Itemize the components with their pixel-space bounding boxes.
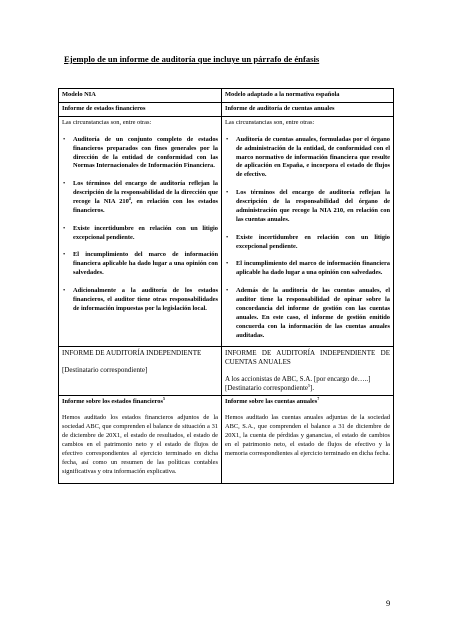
circumstances-intro-right: Las circunstancias son, entre otras:	[225, 118, 315, 126]
report-header-left	[59, 346, 222, 395]
recipient-left: [Destinatario correspondiente]	[62, 365, 148, 374]
bullet-icon: •	[63, 287, 66, 295]
report-title-right: INFORME DE AUDITORÍA INDEPENDIENTE DE CUENTAS ANUALES	[225, 348, 390, 366]
table-subheader-row	[59, 102, 394, 116]
list-item: • Además de la auditoría de las cuentas anuales, el auditor tiene la responsabilidad de opinar sobre la concordancia del informe de gestión con las cuentas anuales. En este caso, el informe de gestión emitido concuerda con la información de las cuentas anuales auditadas.	[226, 287, 390, 339]
section-heading-left: Informe sobre los estados financieros$^5$	[62, 395, 165, 405]
footnote-ref: 5	[308, 382, 310, 388]
bullet-icon: •	[63, 224, 66, 232]
bullet-icon: •	[226, 135, 229, 143]
subheader-left: Informe de estados financieros	[59, 102, 222, 116]
circumstances-right	[222, 116, 394, 346]
bullet-icon: •	[226, 189, 229, 197]
report-header-right	[222, 346, 394, 395]
report-title-left: INFORME DE AUDITORÍA INDEPENDIENTE	[62, 348, 202, 357]
section-heading-right: Informe sobre las cuentas anuales$^7$	[225, 395, 320, 405]
report-section-left	[59, 395, 222, 483]
report-section-row	[59, 395, 394, 483]
page-number: 9	[386, 598, 391, 608]
bullet-icon: •	[226, 260, 229, 268]
circumstances-list-left	[62, 136, 218, 314]
bullet-icon: •	[63, 251, 66, 259]
circumstances-list-right	[225, 136, 390, 341]
bullet-icon: •	[63, 135, 66, 143]
report-section-right	[222, 395, 394, 483]
list-item: • Los términos del encargo de auditoría reflejan la descripción de la responsabilidad del órgano de administración que recoge la NIA 210, en relación con las cuentas anuales.	[226, 189, 390, 223]
subheader-right: Informe de auditoría de cuentas anuales	[222, 102, 394, 116]
section-body-left: Hemos auditado los estados financieros adjuntos de la sociedad ABC, que comprenden el balance de situación a 31 de diciembre de 20X1, el estado de resultados, el estado de cambios en el patrimonio neto y el estado de flujos de efectivo correspondientes al ejercicio terminado en dicha fecha, así como un resumen de las políticas contables significativas y otra información explicativa.	[62, 414, 218, 475]
header-left: Modelo NIA	[59, 89, 222, 103]
footnote-ref: 5	[162, 395, 165, 401]
bullet-icon: •	[63, 180, 66, 188]
list-item: • El incumplimiento del marco de información financiera aplicable ha dado lugar a una opinión con salvedades.	[63, 251, 218, 277]
bullet-icon: •	[226, 233, 229, 241]
report-header-row	[59, 346, 394, 395]
section-body-right: Hemos auditado las cuentas anuales adjuntas de la sociedad ABC, S.A., que comprenden el balance a 31 de diciembre de 20X1, la cuenta de pérdidas y ganancias, el estado de cambios en el patrimonio neto, el estado de flujos de efectivo y la memoria correspondientes al ejercicio terminado en dicha fecha.	[225, 414, 391, 458]
comparison-table	[58, 88, 394, 484]
list-item: • El incumplimiento del marco de información financiera aplicable ha dado lugar a una opinión con salvedades.	[226, 260, 390, 277]
list-item: • Existe incertidumbre en relación con un litigio excepcional pendiente.	[63, 224, 218, 241]
footnote-ref: 4	[128, 196, 131, 202]
bullet-icon: •	[226, 287, 229, 295]
list-item: • Auditoría de un conjunto completo de estados financieros preparados con fines generales por la dirección de la entidad de conformidad con las Normas Internacionales de Información Financiera.	[63, 135, 218, 170]
circumstances-row	[59, 116, 394, 346]
header-right: Modelo adaptado a la normativa española	[222, 89, 394, 103]
list-item: • Auditoría de cuentas anuales, formuladas por el órgano de administración de la entidad, de conformidad con el marco normativo de información financiera que resulte de aplicación en España, e incorpora el estado de flujos de efectivo.	[226, 135, 390, 179]
footnote-ref: 7	[317, 395, 320, 401]
list-item: • Adicionalmente a la auditoría de los estados financieros, el auditor tiene otras responsabilidades de información impuestas por la legislación local.	[63, 287, 218, 312]
recipient-right: A los accionistas de ABC, S.A. [por encargo de…..][Destinatario correspondiente$^5$].	[225, 374, 371, 392]
table-header-row	[59, 89, 394, 103]
list-item: • Existe incertidumbre en relación con un litigio excepcional pendiente.	[226, 233, 390, 250]
circumstances-intro-left: Las circunstancias son, entre otras:	[62, 118, 152, 126]
list-item: • Los términos del encargo de auditoría reflejan la descripción de la responsabilidad de la dirección que recoge la NIA $210^4$, en relación con los estados financieros.	[63, 180, 219, 214]
document-title: Ejemplo de un informe de auditoría que incluye un párrafo de énfasis	[64, 54, 320, 64]
circumstances-left	[59, 116, 222, 346]
